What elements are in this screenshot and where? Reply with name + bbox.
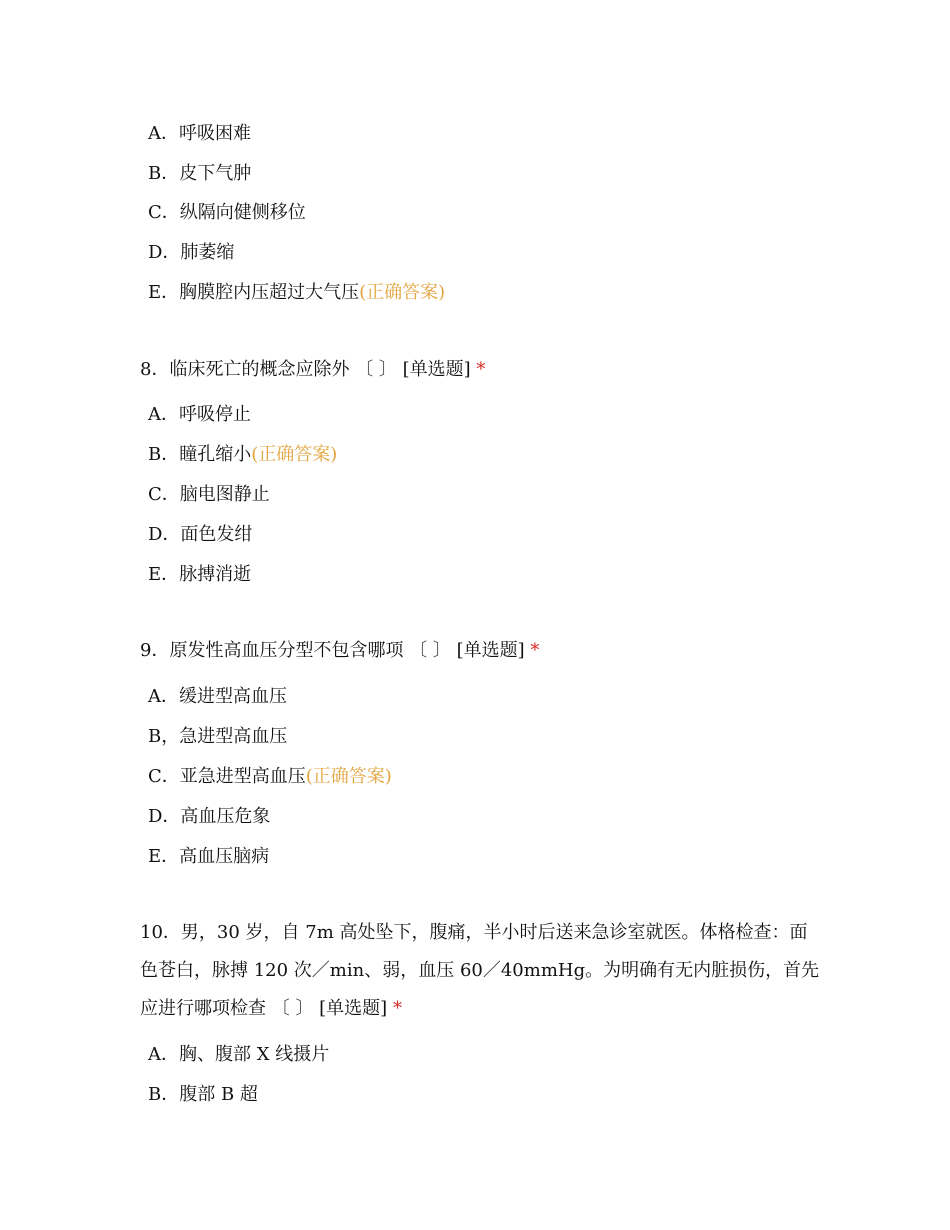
q8-option-a: A．呼吸停止 [148, 404, 251, 425]
correct-answer-label: (正确答案) [305, 766, 392, 787]
correct-answer-label: (正确答案) [359, 282, 446, 303]
q7-option-c: C．纵隔向健侧移位 [148, 202, 306, 223]
q7-option-a: A．呼吸困难 [148, 123, 251, 144]
required-marker: * [392, 998, 402, 1019]
q10-option-b: B．腹部 B 超 [148, 1084, 258, 1105]
q10-stem-line-2: 色苍白，脉搏 120 次／min、弱，血压 60／40mmHg。为明确有无内脏损伤，首先 [140, 960, 820, 981]
q9-option-a: A．缓进型高血压 [148, 686, 287, 707]
q8-option-e: E．脉搏消逝 [148, 564, 252, 585]
q8-option-b: B．瞳孔缩小(正确答案) [148, 444, 338, 465]
q9-stem: 9．原发性高血压分型不包含哪项 〔 〕 [单选题] * [140, 640, 540, 661]
q9-option-b: B，急进型高血压 [148, 726, 288, 747]
q9-option-d: D．高血压危象 [148, 806, 271, 827]
q7-option-b: B．皮下气肿 [148, 163, 252, 184]
correct-answer-label: (正确答案) [251, 444, 338, 465]
q7-option-e: E．胸膜腔内压超过大气压(正确答案) [148, 282, 446, 303]
required-marker: * [476, 359, 486, 380]
required-marker: * [530, 640, 540, 661]
q7-option-d: D．肺萎缩 [148, 242, 235, 263]
q10-option-a: A．胸、腹部 X 线摄片 [148, 1044, 330, 1065]
q10-stem-line-3: 应进行哪项检查 〔 〕 [单选题] * [140, 998, 402, 1019]
q8-stem: 8．临床死亡的概念应除外 〔 〕 [单选题] * [140, 359, 486, 380]
q10-stem-line-1: 10．男，30 岁，自 7m 高处坠下，腹痛，半小时后送来急诊室就医。体格检查：面 [140, 922, 808, 943]
q9-option-e: E．高血压脑病 [148, 846, 270, 867]
q8-option-c: C．脑电图静止 [148, 484, 270, 505]
q8-option-d: D．面色发绀 [148, 524, 253, 545]
q9-option-c: C．亚急进型高血压(正确答案) [148, 766, 392, 787]
